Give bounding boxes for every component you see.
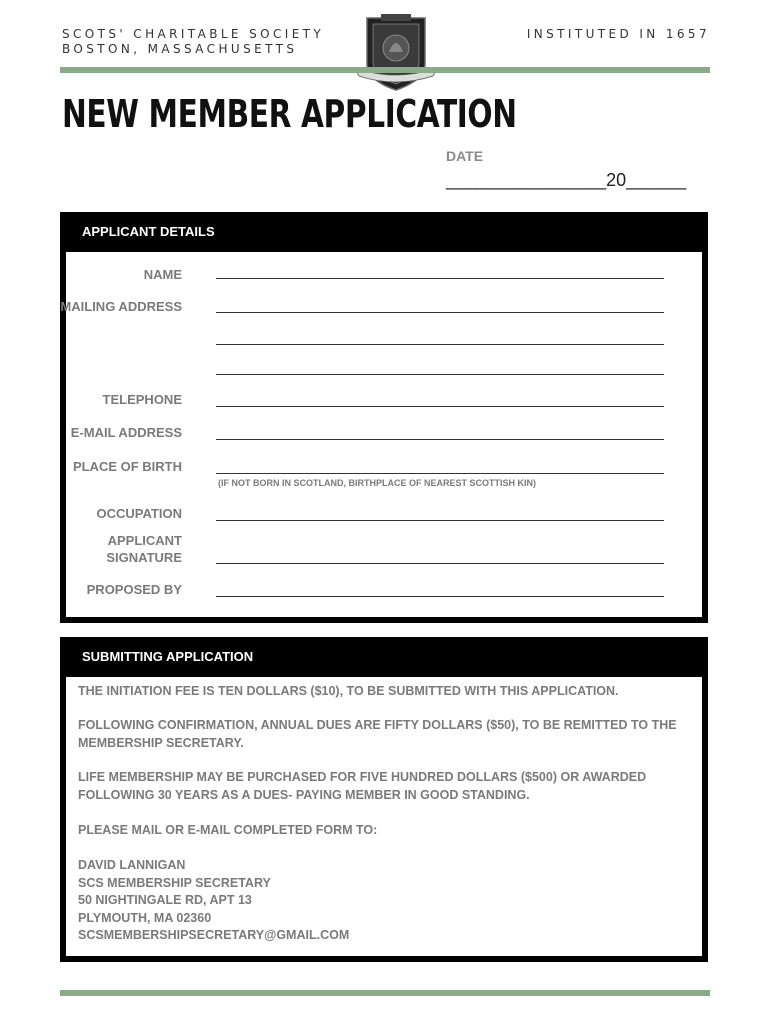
initiation-fee-text: THE INITIATION FEE IS TEN DOLLARS ($10), TO BE SUBMITTED WITH THIS APPLICATION. [78,684,619,698]
bottom-divider [60,990,710,996]
annual-dues-line-2: MEMBERSHIP SECRETARY. [78,735,244,750]
applicant-details-heading: APPLICANT DETAILS [82,224,215,239]
telephone-field[interactable] [216,406,664,407]
applicant-signature-label-2: SIGNATURE [106,550,182,565]
life-membership-line-2: FOLLOWING 30 YEARS AS A DUES- PAYING MEMBER IN GOOD STANDING. [78,787,530,802]
place-of-birth-field[interactable] [216,473,664,474]
life-membership-line-1: LIFE MEMBERSHIP MAY BE PURCHASED FOR FIVE HUNDRED DOLLARS ($500) OR AWARDED [78,770,647,784]
contact-address-block [78,857,688,945]
name-field[interactable] [216,278,664,279]
organization-name [62,27,324,57]
annual-dues-text [78,717,688,752]
applicant-signature-label-1: APPLICANT [107,533,182,548]
applicant-details-body [60,252,702,617]
contact-role: SCS MEMBERSHIP SECRETARY [78,875,271,890]
contact-street: 50 NIGHTINGALE RD, APT 13 [78,893,252,907]
mailing-address-label: MAILING ADDRESS [60,299,182,314]
annual-dues-line-1: FOLLOWING CONFIRMATION, ANNUAL DUES ARE FIFTY DOLLARS ($50), TO BE REMITTED TO THE [78,718,677,732]
contact-city: PLYMOUTH, MA 02360 [78,910,212,925]
submitting-application-body [66,677,702,956]
society-crest-icon [353,12,439,92]
contact-email[interactable]: SCSMEMBERSHIPSECRETARY@GMAIL.COM [78,928,350,942]
applicant-signature-field[interactable] [216,563,664,564]
mailing-address-field-2[interactable] [216,344,664,345]
contact-name: DAVID LANNIGAN [78,858,186,872]
mailing-address-field-1[interactable] [216,312,664,313]
mail-instructions-text: PLEASE MAIL OR E-MAIL COMPLETED FORM TO: [78,823,378,837]
date-field[interactable]: ________________20______ [446,170,687,190]
occupation-field[interactable] [216,520,664,521]
submitting-application-heading: SUBMITTING APPLICATION [82,649,254,664]
submitting-application-panel [60,637,708,962]
applicant-details-panel [60,212,708,623]
top-divider [60,67,710,73]
telephone-label: TELEPHONE [102,392,182,407]
place-of-birth-label: PLACE OF BIRTH [72,459,182,474]
org-line-2: BOSTON, MASSACHUSETTS [62,42,298,56]
place-of-birth-hint: (IF NOT BORN IN SCOTLAND, BIRTHPLACE OF NEAREST SCOTTISH KIN) [218,478,536,488]
proposed-by-field[interactable] [216,596,664,597]
org-line-1: SCOTS' CHARITABLE SOCIETY [62,27,325,41]
instituted-text: INSTITUTED IN 1657 [526,27,710,41]
occupation-label: OCCUPATION [96,506,182,521]
mailing-address-field-3[interactable] [216,374,664,375]
page-title: NEW MEMBER APPLICATION [62,92,517,136]
date-label: DATE [446,148,484,164]
life-membership-text [78,769,688,804]
name-label: NAME [143,267,182,282]
email-field[interactable] [216,439,664,440]
email-label: E-MAIL ADDRESS [70,425,182,440]
proposed-by-label: PROPOSED BY [86,582,182,597]
